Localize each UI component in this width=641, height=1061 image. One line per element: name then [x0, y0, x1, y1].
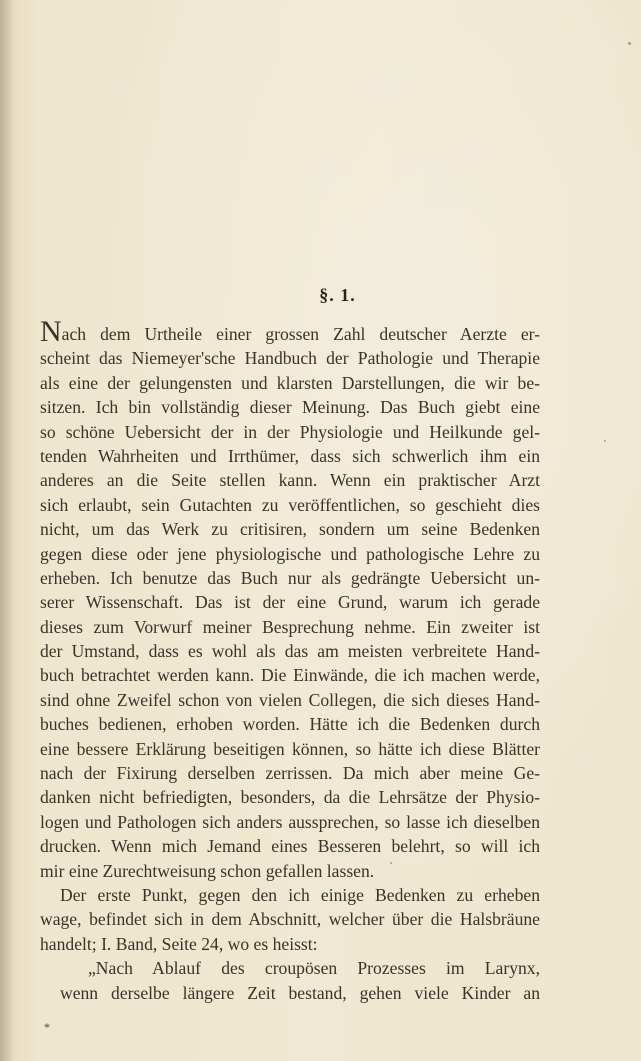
text-line: handelt; I. Band, Seite 24, wo es heisst: — [40, 933, 318, 954]
text-line: buch betrachtet werden kann. Die Einwände, die ich machen werde, — [40, 665, 540, 686]
text-line: erheben. Ich benutze das Buch nur als gedrängte Uebersicht un- — [40, 567, 540, 588]
text-line: logen und Pathologen sich anders aussprechen, so lasse ich dieselben — [40, 811, 540, 832]
quote-line: wenn derselbe längere Zeit bestand, gehen viele Kinder an — [60, 982, 540, 1003]
paper-speck — [628, 42, 631, 45]
text-line: serer Wissenschaft. Das ist der eine Grund, warum ich gerade — [40, 592, 540, 613]
text-line: eine bessere Erklärung beseitigen können, so hätte ich diese Blätter — [40, 738, 540, 759]
drop-cap: N — [40, 315, 62, 348]
text-line: nach der Fixirung derselben zerrissen. Da mich aber meine Ge- — [40, 763, 540, 784]
text-line: Nach dem Urtheile einer grossen Zahl deutscher Aerzte er- — [40, 315, 540, 348]
signature-mark: * — [44, 1020, 50, 1034]
text-line: danken nicht befriedigten, besonders, da die Lehrsätze der Physio- — [40, 787, 540, 808]
section-heading: §. 1. — [319, 285, 356, 305]
text-line: wage, befindet sich in dem Abschnitt, welcher über die Halsbräune — [40, 909, 540, 930]
text-line: scheint das Niemeyer'sche Handbuch der Pathologie und Therapie — [40, 348, 540, 369]
text-line: anderes an die Seite stellen kann. Wenn ein praktischer Arzt — [40, 470, 540, 491]
text-line: der Umstand, dass es wohl als das am meisten verbreitete Hand- — [40, 641, 540, 662]
text-line: so schöne Uebersicht der in der Physiologie und Heilkunde gel- — [40, 421, 540, 442]
text-line: sind ohne Zweifel schon von vielen Collegen, die sich dieses Hand- — [40, 689, 540, 710]
text-line: buches bedienen, erhoben worden. Hätte ich die Bedenken durch — [40, 714, 540, 735]
text-line: sitzen. Ich bin vollständig dieser Meinung. Das Buch giebt eine — [40, 397, 540, 418]
binding-shadow — [0, 0, 14, 1061]
text-line: mir eine Zurechtweisung schon gefallen lassen. — [40, 860, 375, 881]
text-line: drucken. Wenn mich Jemand eines Besseren belehrt, so will ich — [40, 836, 540, 857]
text-line: gegen diese oder jene physiologische und pathologische Lehre zu — [40, 543, 540, 564]
text-line: nicht, um das Werk zu critisiren, sondern um seine Bedenken — [40, 519, 540, 540]
text-line: Der erste Punkt, gegen den ich einige Bedenken zu erheben — [60, 884, 540, 905]
text-line: tenden Wahrheiten und Irrthümer, dass sich schwerlich ihm ein — [40, 445, 540, 466]
text-line: dieses zum Vorwurf meiner Besprechung nehme. Ein zweiter ist — [40, 616, 540, 637]
paper-speck — [604, 440, 606, 442]
quote-line: „Nach Ablauf des croupösen Prozesses im Larynx, — [88, 958, 540, 979]
text-line: als eine der gelungensten und klarsten Darstellungen, die wir be- — [40, 372, 540, 393]
text-line: sich erlaubt, sein Gutachten zu veröffentlichen, so geschieht dies — [40, 494, 540, 515]
body-text — [40, 315, 540, 1005]
